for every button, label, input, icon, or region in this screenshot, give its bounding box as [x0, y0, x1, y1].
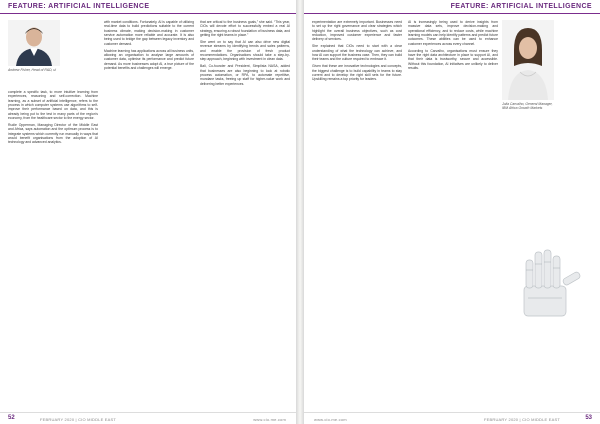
right-footer	[304, 412, 600, 424]
paragraph: Rudie Opperman, Managing Director of the Middle East and Africa, says automation and the optimum process is to integrate systems which currently run manually in ways that would benefit organisations from the adoption of AI technology and advanced analytics.	[8, 123, 98, 145]
left-column-3	[200, 20, 290, 89]
right-page	[304, 0, 600, 424]
right-footer-right: FEBRUARY 2020 | CIO MIDDLE EAST	[483, 416, 560, 422]
author-box	[8, 20, 60, 86]
paragraph: Given that these are innovative technologies and concepts, the biggest challenge is to build capability in teams to stay current and to develop the right skill sets for the future. Upskilling remains a top priority for leaders.	[312, 64, 402, 82]
paragraph: According to Carvalho, organisations must ensure they have the right data architecture in place to support AI, and that their data is trustworthy, secure and accessible. Without this foundation, AI initiatives are unlikely to deliver results.	[408, 48, 498, 71]
profile-portrait-icon	[502, 20, 554, 100]
left-footer-right: www.cio.me.com	[253, 416, 286, 422]
left-column-1	[8, 90, 98, 147]
left-header-title: FEATURE: ARTIFICIAL INTELLIGENCE	[8, 3, 150, 10]
robot-hand-illustration	[504, 226, 596, 322]
paragraph: that are critical to the business goals,” she said. “This year, CIOs will devote effort to successfully embed a real AI strategy, ensuring a robust foundation of business data, and getting the right teams in place.”	[200, 20, 290, 38]
author-photo	[8, 20, 60, 66]
left-page	[0, 0, 296, 424]
left-page-number: 52	[8, 415, 15, 421]
robot-hand-icon	[504, 226, 596, 322]
spread-gutter	[296, 0, 304, 424]
left-footer-left: FEBRUARY 2020 | CIO MIDDLE EAST	[40, 416, 117, 422]
paragraph: Machine learning has applications across all business units, allowing an organisation to analyse large amounts of customer data, optimise its performance and predict future demand. As more businesses adopt AI, a true picture of the potential benefits and challenges will emerge.	[104, 48, 194, 71]
right-column-1	[312, 20, 402, 84]
paragraph: complete a specific task, to more intuitive learning from experiences, reasoning and self-correction. Machine learning, as a subset of artificial intelligence, refers to the process in which computer systems use algorithms to self-improve their performance based on data, and this is already being put to the test in many parts of the region's economy, from the healthcare sector to the energy sector.	[8, 90, 98, 121]
paragraph: She went on to say that AI can also drive new digital revenue streams by identifying trends and sales patterns, and enable the provision of fresh product recommendations. Organisations should take a step-by-step approach, beginning with investment in clean data.	[200, 39, 290, 62]
author-portrait-icon	[8, 20, 60, 66]
right-footer-left: www.cio.me.com	[314, 416, 347, 422]
left-column-2	[104, 20, 194, 73]
right-header-title: FEATURE: ARTIFICIAL INTELLIGENCE	[450, 3, 592, 10]
profile-caption: Julia Carvalho, General Manager, IBM Africa Growth Markets	[502, 102, 553, 111]
profile-photo	[502, 20, 554, 100]
right-header-bar	[304, 0, 600, 14]
right-page-number: 53	[585, 415, 592, 421]
paragraph: She explained that CIOs need to start with a clear understanding of what the technology can achieve, and how AI can support the business case. Then, they can build their teams and the culture required to embrace it.	[312, 44, 402, 62]
paragraph: with market conditions. Fortunately, AI is capable of utilizing real-time data to build predictions suitable to the current business climate, making decision-making in customer service automation more reliable and accurate. It is also being used to bridge the gap between legacy inventory and customer demand.	[104, 20, 194, 46]
profile-box	[502, 20, 594, 120]
right-column-2	[408, 20, 498, 73]
paragraph: experimentation are extremely important. Businesses need to set up the right governance and clear strategies which highlight the overall business objectives, such as cost reduction, improved customer experience and faster delivery of services.	[312, 20, 402, 42]
paragraph: AI is increasingly being used to derive insights from massive data sets, improve decision-making and operational efficiency, and to reduce costs, while machine learning models can help identify patterns and predict future outcomes. These abilities can be used to enhance customer experiences across every channel.	[408, 20, 498, 46]
author-caption: Andrew Fisher, Head of R&D, ul	[8, 68, 57, 72]
left-header-bar	[0, 0, 296, 14]
paragraph: Bali, Co-founder and President, Simplista NASA, added that businesses are also beginning to look at robotic process automation, or RPA, to automate repetitive, mundane tasks, freeing up staff for higher-value work and delivering better experiences.	[200, 64, 290, 86]
left-footer	[0, 412, 296, 424]
